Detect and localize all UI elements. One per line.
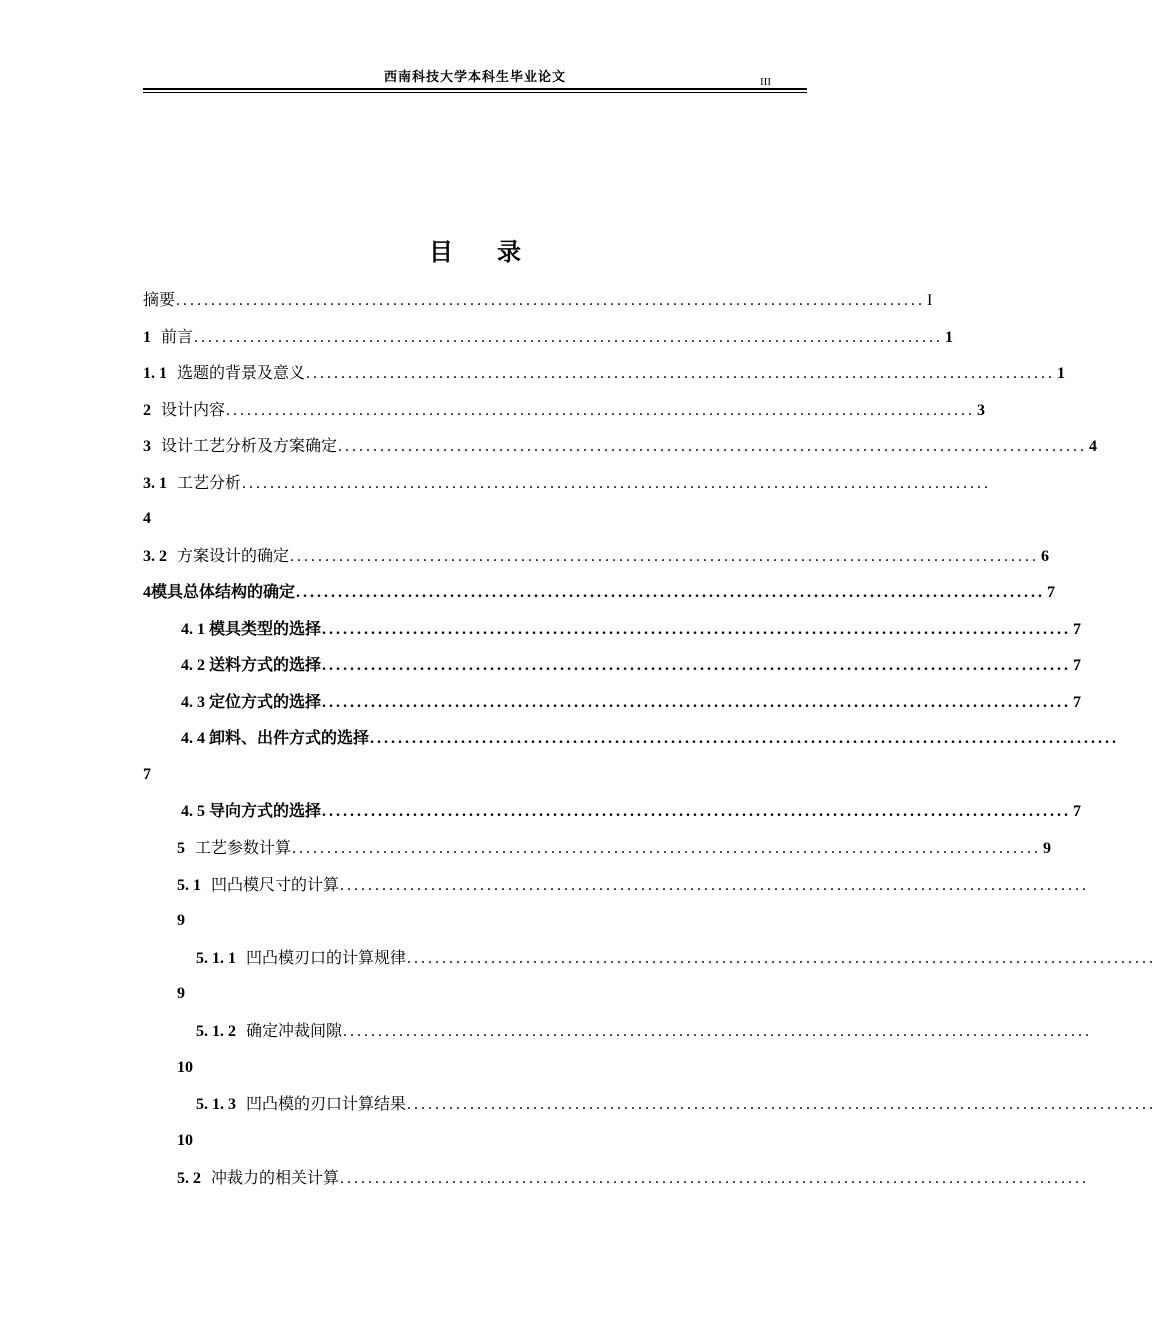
toc-entry-number: 5. 1 xyxy=(177,877,201,894)
toc-entry-page: 9 xyxy=(177,912,185,929)
toc-entry-4-3[interactable] xyxy=(181,692,1082,712)
toc-entry-3-1[interactable] xyxy=(143,473,992,493)
toc-entry-1-1[interactable] xyxy=(143,363,1066,383)
toc-entry-number: 4 xyxy=(143,584,151,601)
toc-entry-page: 9 xyxy=(1043,840,1052,857)
toc-leader-dots: ........................................................................................................... xyxy=(226,402,976,419)
toc-leader-dots: ........................................................................................................... xyxy=(322,694,1072,711)
toc-entry-number: 3. 1 xyxy=(143,475,167,492)
toc-entry-4-1[interactable] xyxy=(181,619,1082,639)
toc-entry-text: 工艺分析 xyxy=(177,473,242,492)
toc-entry-page: 6 xyxy=(1041,548,1050,565)
toc-entry-page: 4 xyxy=(143,510,151,527)
toc-leader-dots: ........................................................................................................... xyxy=(407,1096,1156,1113)
toc-entry-number: 4. 5 xyxy=(181,803,205,820)
toc-entry-2[interactable] xyxy=(143,400,986,420)
toc-entry-number: 5 xyxy=(177,840,185,857)
header-rule-thick xyxy=(143,88,807,90)
toc-entry-5-1[interactable] xyxy=(177,875,1090,895)
toc-entry-page: 10 xyxy=(177,1059,193,1076)
toc-entry-text: 设计内容 xyxy=(161,400,226,419)
toc-entry-3[interactable] xyxy=(143,436,1098,456)
toc-leader-dots: ........................................................................................................... xyxy=(340,1170,1090,1187)
toc-entry-5[interactable] xyxy=(177,838,1052,858)
toc-entry-4-4[interactable] xyxy=(181,728,1120,748)
toc-entry-number: 1 xyxy=(143,329,151,346)
toc-entry-number: 4. 1 xyxy=(181,621,205,638)
header-page-number: III xyxy=(760,76,771,88)
toc-entry-page: 4 xyxy=(1089,438,1098,455)
toc-entry-page: 1 xyxy=(1057,365,1066,382)
toc-leader-dots: ........................................................................................................... xyxy=(242,475,992,492)
toc-leader-dots: ........................................................................................................... xyxy=(306,365,1056,382)
toc-leader-dots: ........................................................................................................... xyxy=(338,438,1088,455)
toc-entry-text: 设计工艺分析及方案确定 xyxy=(161,436,338,455)
toc-leader-dots: ........................................................................................................... xyxy=(194,329,944,346)
toc-entry-5-2[interactable] xyxy=(177,1168,1090,1188)
toc-leader-dots: ........................................................................................................... xyxy=(343,1023,1093,1040)
toc-entry-text: 送料方式的选择 xyxy=(209,655,322,674)
toc-entry-text: 卸料、出件方式的选择 xyxy=(209,728,370,747)
toc-entry-4-2[interactable] xyxy=(181,655,1082,675)
toc-entry-text: 导向方式的选择 xyxy=(209,801,322,820)
toc-entry-text: 凹凸模尺寸的计算 xyxy=(211,875,340,894)
header-title: 西南科技大学本科生毕业论文 xyxy=(383,70,566,85)
toc-entry-number: 5. 1. 3 xyxy=(196,1096,236,1113)
toc-entry-number: 3 xyxy=(143,438,151,455)
toc-entry-number: 4. 4 xyxy=(181,730,205,747)
toc-entry-number: 4. 3 xyxy=(181,694,205,711)
toc-entry-5-1-3[interactable] xyxy=(196,1094,1156,1114)
toc-entry-page: 7 xyxy=(1073,803,1082,820)
toc-entry-page: 7 xyxy=(143,766,151,783)
toc-entry-text: 凹凸模刃口的计算规律 xyxy=(246,948,407,967)
toc-entry-1[interactable] xyxy=(143,327,954,347)
toc-leader-dots: ........................................................................................................... xyxy=(322,657,1072,674)
toc-entry-page: I xyxy=(927,292,933,309)
toc-entry-page: 7 xyxy=(1073,694,1082,711)
toc-entry-text: 摘要 xyxy=(143,290,176,309)
toc-entry-number: 3. 2 xyxy=(143,548,167,565)
toc-entry-number: 5. 1. 2 xyxy=(196,1023,236,1040)
toc-leader-dots: ........................................................................................................... xyxy=(322,803,1072,820)
toc-entry-number: 2 xyxy=(143,402,151,419)
toc-entry-page: 7 xyxy=(1047,584,1056,601)
toc-entry-text: 前言 xyxy=(161,327,194,346)
toc-leader-dots: ........................................................................................................... xyxy=(292,840,1042,857)
toc-leader-dots: ........................................................................................................... xyxy=(290,548,1040,565)
toc-entry-number: 1. 1 xyxy=(143,365,167,382)
toc-entry-text: 选题的背景及意义 xyxy=(177,363,306,382)
toc-entry-number: 4. 2 xyxy=(181,657,205,674)
toc-entry-page: 9 xyxy=(177,985,185,1002)
toc-entry-text: 确定冲裁间隙 xyxy=(246,1021,343,1040)
toc-entry-page: 10 xyxy=(177,1132,193,1149)
toc-entry-page: 3 xyxy=(977,402,986,419)
toc-entry-4[interactable] xyxy=(143,582,1056,602)
toc-leader-dots: ........................................................................................................... xyxy=(340,877,1090,894)
toc-entry-3-2[interactable] xyxy=(143,546,1050,566)
toc-entry-text: 定位方式的选择 xyxy=(209,692,322,711)
toc-entry-5-1-1[interactable] xyxy=(196,948,1156,968)
toc-entry-text: 模具总体结构的确定 xyxy=(151,582,296,601)
toc-entry-page: 1 xyxy=(945,329,954,346)
toc-entry-text: 工艺参数计算 xyxy=(195,838,292,857)
toc-entry-number: 5. 1. 1 xyxy=(196,950,236,967)
toc-entry-page: 7 xyxy=(1073,621,1082,638)
toc-leader-dots: ........................................................................................................... xyxy=(322,621,1072,638)
toc-entry-text: 方案设计的确定 xyxy=(177,546,290,565)
toc-leader-dots: ........................................................................................................... xyxy=(370,730,1120,747)
toc-title: 目录 xyxy=(429,237,565,266)
toc-entry-number: 5. 2 xyxy=(177,1170,201,1187)
toc-entry-5-1-2[interactable] xyxy=(196,1021,1093,1041)
toc-entry-text: 模具类型的选择 xyxy=(209,619,322,638)
toc-entry-page: 7 xyxy=(1073,657,1082,674)
toc-entry-text: 冲裁力的相关计算 xyxy=(211,1168,340,1187)
toc-entry-text: 凹凸模的刃口计算结果 xyxy=(246,1094,407,1113)
toc-entry-4-5[interactable] xyxy=(181,801,1082,821)
toc-leader-dots: ........................................................................................................... xyxy=(176,292,926,309)
toc-leader-dots: ........................................................................................................... xyxy=(296,584,1046,601)
toc-leader-dots: ........................................................................................................... xyxy=(407,950,1156,967)
toc-entry-abstract[interactable] xyxy=(143,290,933,310)
header-rule-thin xyxy=(143,92,807,93)
